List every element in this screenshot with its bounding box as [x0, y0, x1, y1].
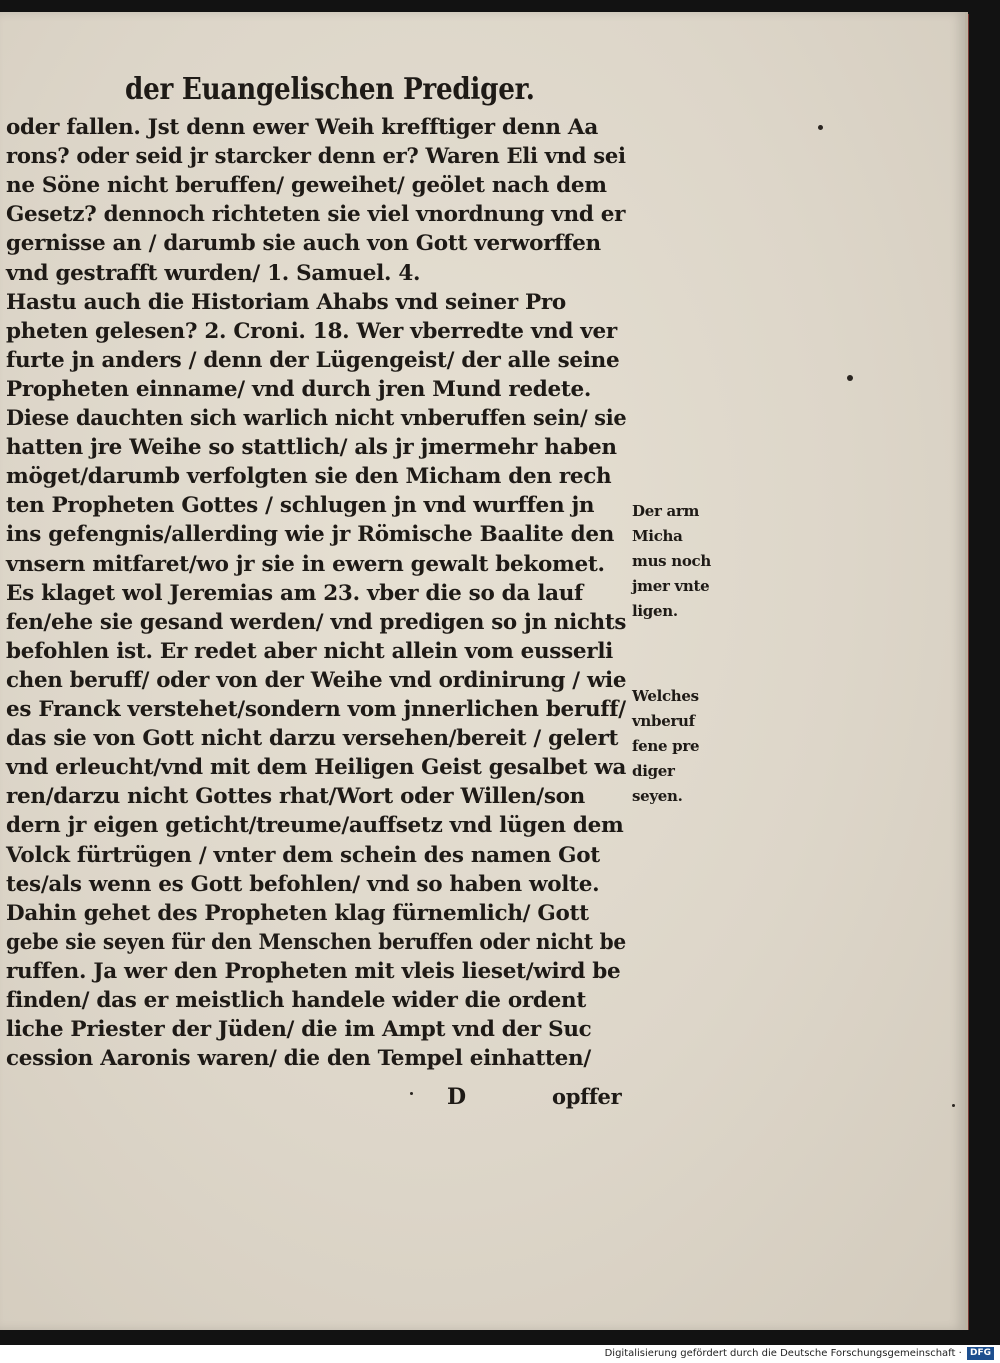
- text-line: vnd erleucht/vnd mit dem Heiligen Geist gesalbet wa: [6, 755, 627, 781]
- text-line: gebe sie seyen für den Menschen beruffen oder nicht be: [6, 929, 626, 955]
- text-line: ruffen. Ja wer den Propheten mit vleis lieset/wird be: [6, 958, 621, 984]
- text-line: pheten gelesen? 2. Croni. 18. Wer vberredte vnd ver: [6, 318, 617, 344]
- text-line: ne Söne nicht beruffen/ geweihet/ geölet nach dem: [6, 173, 607, 199]
- text-line: dern jr eigen geticht/treume/auffsetz vnd lügen dem: [6, 813, 624, 839]
- book-page: [0, 12, 968, 1330]
- text-line: Hastu auch die Historiam Ahabs vnd seiner Pro: [6, 289, 566, 315]
- text-line: liche Priester der Jüden/ die im Ampt vnd der Suc: [6, 1017, 592, 1043]
- text-line: Propheten einname/ vnd durch jren Mund redete.: [6, 376, 592, 402]
- digitization-footer: [605, 1345, 994, 1363]
- text-line: befohlen ist. Er redet aber nicht allein vom eusserli: [6, 638, 614, 664]
- text-line: Es klaget wol Jeremias am 23. vber die so da lauf: [6, 580, 583, 606]
- signature-mark: D: [447, 1084, 466, 1110]
- text-line: ren/darzu nicht Gottes rhat/Wort oder Willen/son: [6, 784, 586, 810]
- running-title: der Euangelischen Prediger.: [125, 72, 535, 107]
- ink-speck: [952, 1104, 955, 1107]
- catchword: opffer: [552, 1084, 622, 1109]
- marginal-note-line: seyen.: [632, 787, 683, 805]
- text-line: rons? oder seid jr starcker denn er? Waren Eli vnd sei: [6, 144, 626, 170]
- text-line: das sie von Gott nicht darzu versehen/bereit / gelert: [6, 726, 619, 752]
- text-line: Diese dauchten sich warlich nicht vnberuffen sein/ sie: [6, 406, 627, 431]
- text-line: furte jn anders / denn der Lügengeist/ der alle seine: [6, 347, 620, 373]
- marginal-note-line: Der arm: [632, 502, 700, 520]
- text-line: hatten jre Weihe so stattlich/ als jr jmermehr haben: [6, 435, 617, 461]
- text-line: tes/als wenn es Gott befohlen/ vnd so haben wolte.: [6, 871, 600, 897]
- text-line: Volck fürtrügen / vnter dem schein des namen Got: [6, 842, 600, 868]
- marginal-note-line: Micha: [632, 527, 683, 545]
- text-line: fen/ehe sie gesand werden/ vnd predigen so jn nichts: [6, 609, 627, 635]
- marginal-note-line: jmer vnte: [632, 577, 710, 595]
- marginal-note-line: ligen.: [632, 602, 678, 620]
- text-line: gernisse an / darumb sie auch von Gott verworffen: [6, 231, 601, 257]
- text-line: ten Propheten Gottes / schlugen jn vnd wurffen jn: [6, 493, 595, 519]
- ink-speck: [818, 125, 823, 130]
- text-line: vnd gestrafft wurden/ 1. Samuel. 4.: [6, 260, 421, 286]
- text-line: ins gefengnis/allerding wie jr Römische Baalite den: [6, 522, 615, 548]
- ink-speck: [410, 1092, 413, 1095]
- text-line: Dahin gehet des Propheten klag fürnemlich/ Gott: [6, 900, 589, 926]
- text-line: Gesetz? dennoch richteten sie viel vnordnung vnd er: [6, 202, 626, 228]
- dfg-logo: DFG: [967, 1347, 994, 1360]
- text-line: chen beruff/ oder von der Weihe vnd ordinirung / wie: [6, 667, 627, 693]
- footer-text: Digitalisierung gefördert durch die Deutsche Forschungsgemeinschaft ·: [604, 1348, 962, 1359]
- ink-speck: [847, 375, 853, 381]
- text-line: es Franck verstehet/sondern vom jnnerlichen beruff/: [6, 697, 626, 722]
- text-line: cession Aaronis waren/ die den Tempel einhatten/: [6, 1046, 591, 1072]
- text-line: oder fallen. Jst denn ewer Weih krefftiger denn Aa: [6, 115, 598, 140]
- text-line: vnsern mitfaret/wo jr sie in ewern gewalt bekomet.: [6, 551, 605, 577]
- text-line: finden/ das er meistlich handele wider die ordent: [6, 988, 586, 1013]
- marginal-note-line: fene pre: [632, 737, 700, 755]
- marginal-note-line: vnberuf: [632, 712, 695, 730]
- marginal-note-line: diger: [632, 762, 675, 780]
- text-line: möget/darumb verfolgten sie den Micham den rech: [6, 464, 612, 490]
- marginal-note-line: Welches: [632, 687, 699, 705]
- marginal-note-line: mus noch: [632, 552, 711, 570]
